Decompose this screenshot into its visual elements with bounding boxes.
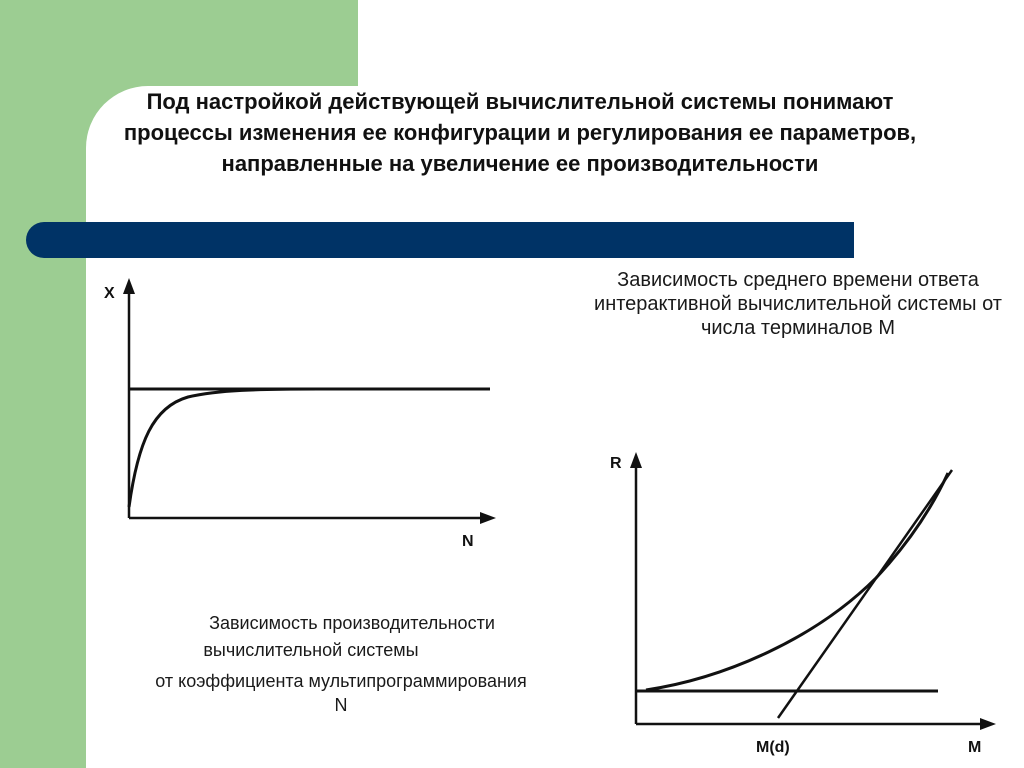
x-axis-label: N [462, 533, 474, 550]
x-axis-label: M [968, 739, 982, 756]
response-time-graph [596, 418, 1024, 768]
y-axis-label: R [610, 455, 622, 472]
slide-title: Под настройкой действующей вычислительной системы понимают процессы изменения ее конфигурации и регулирования ее параметров, направленные на увеличение ее производительности [123, 89, 917, 176]
response-time-caption: Зависимость среднего времени ответа интерактивной вычислительной системы от числа терминалов M [594, 269, 1002, 339]
throughput-caption [96, 610, 586, 719]
y-axis-label: X [104, 285, 115, 302]
caption-line-4: N [334, 695, 348, 715]
caption-line-1: Зависимость производительности [209, 613, 495, 633]
caption-line-2: вычислительной системы [203, 640, 419, 660]
title-divider-bar [26, 222, 854, 258]
caption-line-3: от коэффициента мультипрограммирования [155, 671, 527, 691]
throughput-graph [98, 262, 530, 552]
marker-label: M(d) [756, 739, 790, 756]
